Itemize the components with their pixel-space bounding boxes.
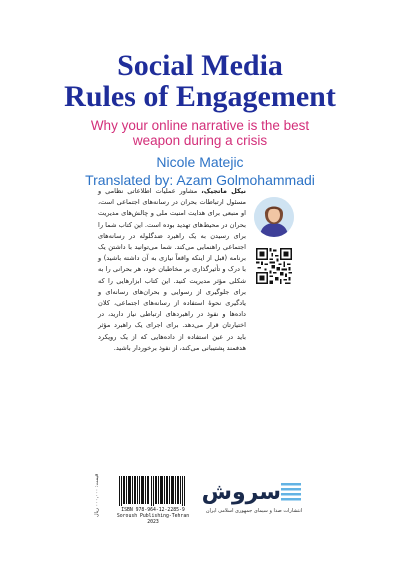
author-photo-icon [254, 197, 294, 237]
barcode-icon [116, 474, 190, 508]
author-photo [254, 197, 294, 237]
price-label: قیمت: ۰۰۰,۰۰۰ ریال [94, 474, 100, 518]
book-subtitle [0, 118, 400, 148]
publisher-imprint: Soroush Publishing-Tehran 2023 [116, 514, 190, 525]
book-description [98, 186, 246, 354]
description-text: مشاور عملیات اطلاعاتی نظامی و مسئول ارتباطات بحران در رسانه‌های اجتماعی است، او منبعی برای هدایت امنیت ملی و چالش‌های مدیریت بحران در محیط‌های تهدید بوده است. این کتاب شما را برای رسیدن به یک راهبرد ضدگلوله در رسانه‌های اجتماعی راهنمایی می‌کند. شما می‌توانید با داشتن یک برنامه (قبل از اینکه واقعاً نیازی به آن داشته باشید) و با درک و تأثیرگذاری بر مخاطبان خود، هر بحرانی را به شکلی مؤثر مدیریت کنید. این کتاب ابزارهایی را که برای جلوگیری از رسوایی و بحران‌های رسانه‌ای و یادگیری نحوهٔ استفاده از رسانه‌های اجتماعی، کلان داده‌ها و نفوذ در راهبردهای ارتباطی نیاز دارید، در اختیارتان قرار می‌دهد. برای اجرای یک راهبرد مؤثر باید در عین استفاده از داده‌هایی که از یک رویکرد هدفمند پشتیبانی می‌کند، از نفوذ برخوردار باشید. [98, 187, 246, 352]
barcode [116, 474, 190, 525]
publisher-logo-text: سروش [201, 480, 281, 505]
subtitle-line-2: weapon during a crisis [132, 133, 268, 148]
cover-header [0, 50, 400, 188]
author-name-fa: نیکل ماتجیک، [201, 187, 246, 195]
qr-code-icon[interactable] [256, 248, 292, 284]
publisher-logo [201, 480, 303, 520]
publisher-caption: انتشارات صدا و سیمای جمهوری اسلامی ایران [205, 508, 303, 514]
book-title-line-2: Rules of Engagement [64, 80, 336, 113]
book-title-line-1: Social Media [117, 49, 283, 82]
translator-credit: Translated by: Azam Golmohammadi [85, 172, 315, 188]
isbn-number: ISBN 978-964-12-2285-9 [121, 508, 185, 513]
subtitle-line-1: Why your online narrative is the best [90, 118, 310, 133]
author-name: Nicole Matejic [156, 154, 244, 170]
